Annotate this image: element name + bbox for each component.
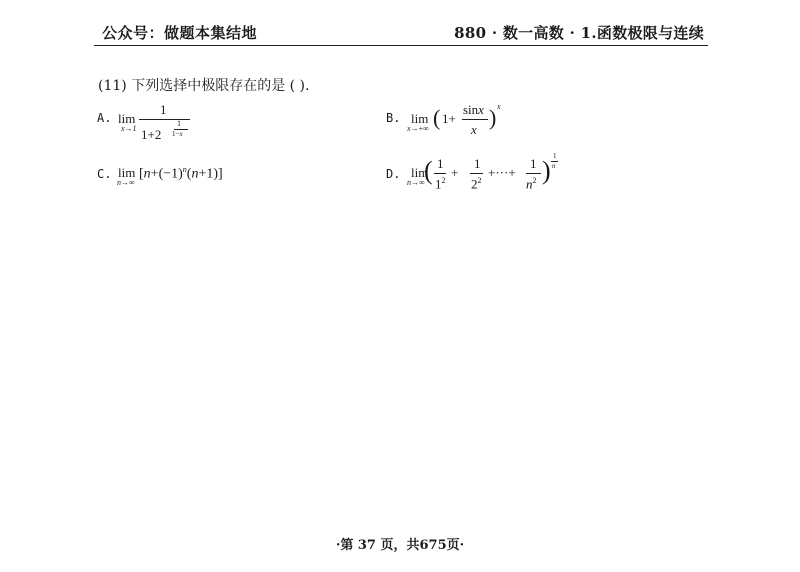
header-left: 公众号：做题本集结地 bbox=[102, 24, 258, 42]
option-a-label: A. bbox=[97, 111, 112, 125]
option-c-label: C. bbox=[97, 167, 112, 181]
page-footer: ·第 37 页，共675页· bbox=[335, 538, 465, 553]
question-stem: (11) 下列选择中极限存在的是 ( ). bbox=[98, 78, 310, 94]
option-b-label: B. bbox=[386, 111, 401, 125]
option-d-label: D. bbox=[386, 167, 401, 181]
header-divider bbox=[94, 45, 708, 46]
header-right: 880 · 数一高数 · 1.函数极限与连续 bbox=[454, 24, 704, 42]
